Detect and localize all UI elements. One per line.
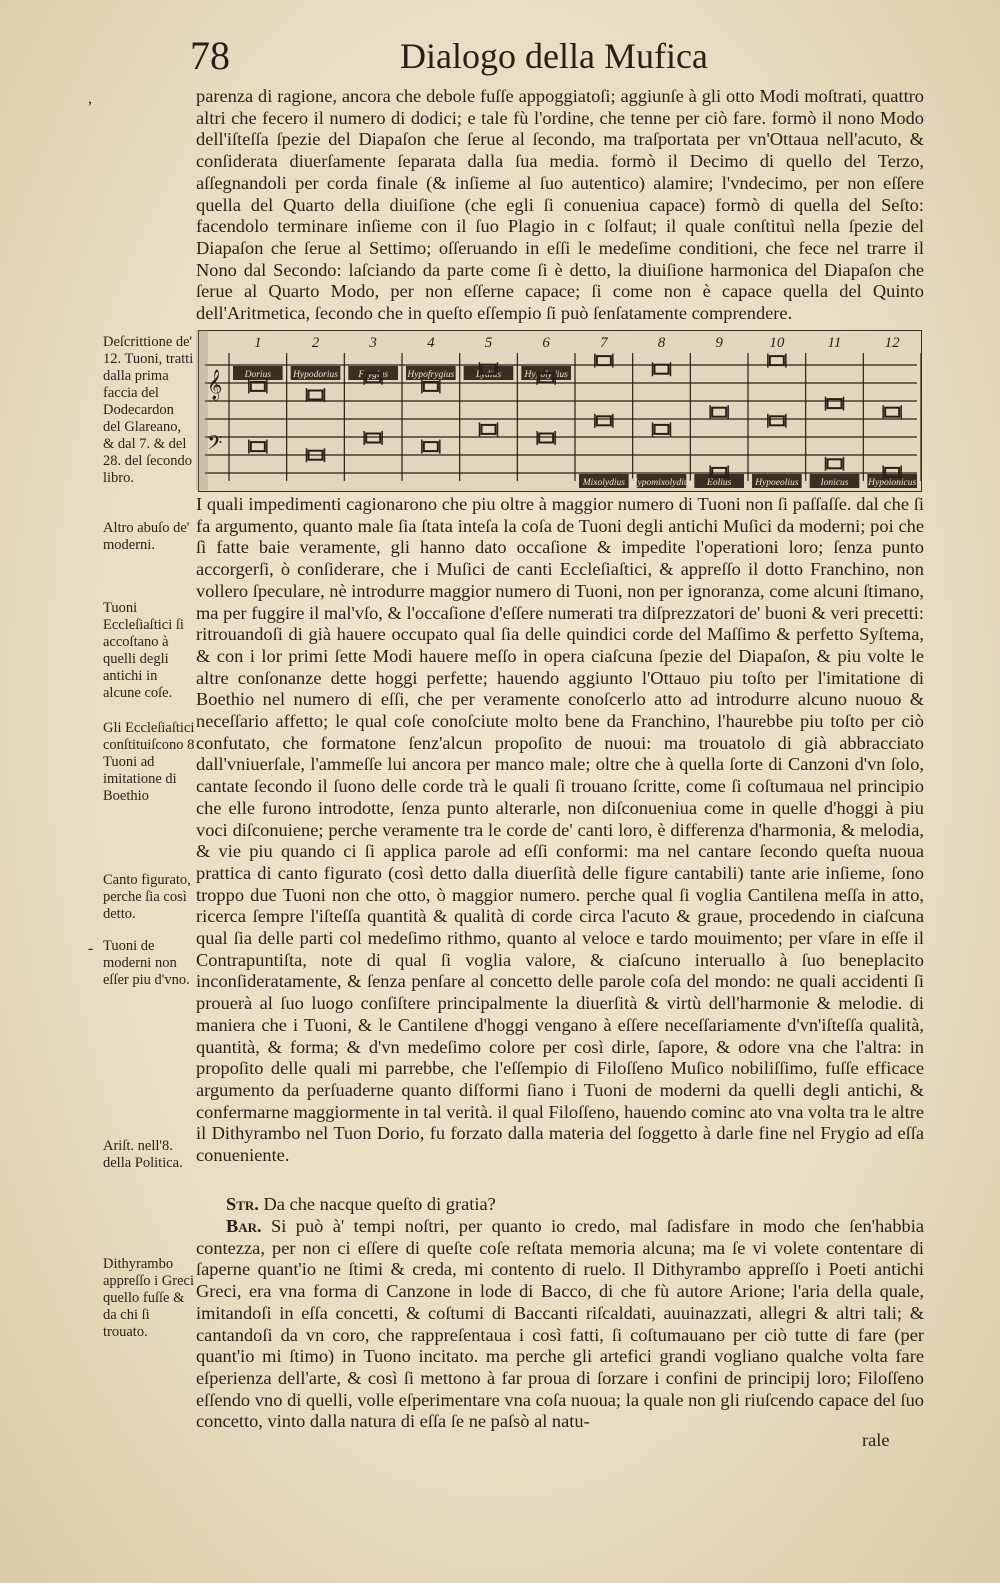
column-number: 8 [657, 335, 666, 351]
margin-note-description: Deſcrittione de' 12. Tuoni, tratti dalla prima faccia del Dodecardon del Glareano, & dal 7. & del 28. del ſecondo libro. [103, 334, 194, 486]
column-number: 1 [254, 335, 262, 351]
mode-label-top: Frygius [358, 370, 388, 380]
mode-label-top: Hypofrygius [407, 370, 455, 380]
breve-note [251, 442, 265, 451]
column-number: 4 [427, 335, 435, 351]
page-number: 78 [190, 33, 230, 78]
margin-note-abuse: Altro abuſo de' moderni. [103, 520, 190, 553]
dialogue-bar-text: Si può à' tempi noſtri, per quanto io credo, mal ſadisfare in modo che ſen'habbia contezza, per non ci eſſere di queſte coſe reſtata memoria alcuna; ma ſe vi volete contentare di ſaperne quant'io ne ſtimi & creda, mi contento di ruelo. Il Dithyrambo appreſſo i Poeti antichi Greci, era vna forma di Canzone in lode di Bacco, di che fù autore Arione; l'aria della quale, imitandoſi in eſſa concetti, & coſtumi di Baccanti riſcaldati, auuinazzati, allegri & altri tali; & cantandoſi da vn coro, che rappreſentaua i così fatti, ſi coſtumauano per ciò tutte di fare (per quant'io mi ſtimo) in Tuono incitato. ma perche gli artefici grandi vogliano qualche volta fare eſperienza dell'arte, & così ſi mettono à far proua di ſorzare i confini de principij loro; Filoſſeno eſſendo vno di quelli, volle eſperimentare vna coſa nuoua; la quale non gli riuſcendo capace del ſuo concetto, vinto dalla natura di eſſa ſe ne paſsò al natu- [196, 1216, 924, 1432]
breve-note [597, 416, 611, 425]
music-staff-drawing [199, 331, 921, 491]
column-number: 9 [715, 335, 723, 351]
margin-mark: , [88, 90, 92, 107]
paragraph-intro: parenza di ragione, ancora che debole fuſſe appoggiatoſi; aggiunſe à gli otto Modi moſtrati, quattro altri che fecero il numero di dodici; e tale fù l'ordine, che tenne per ciò fare. formò il nono Modo dell'iſteſſa ſpezie del Diapaſon che ſerue al ſecondo, ma traſportata per vn'Ottaua nell'acuto, & conſiderata diuerſamente ſeparata dalla ſua media. formò il Decimo di quello del Terzo, aſſegnandoli per corda finale (& inſieme al ſuo autentico) alamire; l'vndecimo, per non eſſere quella del Quarto della diuiſione (che egli ſi conueniua capace) formò di quella del Seſto: facendolo terminare inſieme con il ſuo Plagio in c ſolfaut; il quale conſtituì nella ſpezie del Diapaſon che ſerue al Settimo; oſſeruando in eſſi le medeſime conditioni, che fece nel trarre il Nono dal Secondo: laſciando da parte come ſi è detto, la diuiſione harmonica del Diapaſon che ſerue al Quarto Modo, per non eſſerne capace; ſi come non è capace quella del Quinto dell'Aritmetica, ſecondo che in queſto eſſempio ſi può ſenſatamente comprendere. [196, 86, 924, 324]
mode-label-top: Lydius [475, 370, 502, 380]
page-header [190, 28, 750, 84]
column-number: 6 [542, 335, 550, 351]
margin-note-modern-tones: Tuoni de moderni non eſſer piu d'vno. [103, 938, 190, 988]
column-number: 2 [311, 335, 320, 351]
treble-clef-icon: 𝄞 [207, 370, 223, 400]
paragraph-main: I quali impedimenti cagionarono che piu oltre à maggior numero di Tuoni non ſi paſſaſſe. dal che ſi fa argumento, quanto male ſia ſtata inteſa la coſa de Tuoni degli antichi Muſici da moderni; poi che ſì fatte baie veramente, gli hanno dato occaſione & impedite l'operationi loro; ſenza punto accorgerſi, ò conſiderare, che i Muſici de canti Eccleſiaſtici, & appreſſo il dotto Franchino, non vollero ſpeculare, nè introdurre maggior numero di Tuoni, non per ignoranza, come alcuni ſtimano, ma per fuggire il mal'vſo, & l'occaſione d'eſſere numerati tra diſprezzatori de' buoni & veri precetti: ritrouandoſi di già hauere occupato qual ſia delle quindici corde del Maſſimo & perfetto Syſtema, & con i lor primi ſette Modi hauere meſſo in opera ciaſcuna ſpezie del Diapaſon, & piu volte le altre conſonanze dette hoggi perfette; hauendo aggiunto l'Ottauo piu toſto per l'imitatione di Boethio nel numero di eſſi, che per veramente conoſcerlo atto ad introdurre alcuno nuouo & neceſſario affetto; le qual coſe conoſciute molto bene da Franchino, l'haurebbe piu toſto per ciò confutato, che formatone ſenz'alcun propoſito de nuoui: ma trouatolo di già abbracciato dall'vniuerſale, l'ammeſſe lui ancora per manco male; oltre che à quella ſorte di Canzoni d'vn ſolo, cantate ſecondo il ſuono delle corde trà le quali ſi trouano ſcritte, come ſi coſtumaua nel principio che elle furono introdotte, ſenza punto alterarle, non diſconueniua come in quelle d'hoggi à piu voci diſconuiene; perche veramente tra le corde de' canti loro, è differenza d'harmonia, & melodia, & vie piu quando ci ſi applica parole ad eſſi conformi: ma nel cantare ſecondo queſta nuoua prattica di canto figurato (così detto dalla diuerſità delle figure cantabili) tante arie inſieme, ſono troppo due Tuoni non che otto, ò maggior numero. perche qual ſi voglia Cantilena meſſa in atto, ricerca ſempre l'iſteſſa quantità & qualità di corde circa l'acuto & graue, procedendo in ciaſcuna qual ſia delle parti col medeſimo rithmo, quanto al veloce e tardo mouimento; per vſare in eſſe il Contrapuntiſta, note di qual ſi voglia valore, & ciaſcuno interuallo à ſuo beneplacito inconſideratamente, & ſenza penſare al concetto delle parole coſa del mondo: ne quali accidenti ſi prouerà al ſuo luogo conſiſtere principalmente la diuerſità & virtù dell'harmonie & melodie. di maniera che i Tuoni, & le Cantilene d'hoggi vengano à eſſere neceſſariamente d'vn'iſteſſa qualità, quantità, & forma; & d'vn medeſimo colore per così dirle, ſapore, & odore vna che l'altra: in propoſito delle quali mi parrebbe, che l'eſſempio di Filoſſeno Muſico nobiliſſimo, fuſſe efficace argumento da perſuaderne quanto diſformi ſiano i Tuoni de moderni da quelli degli antichi, & confermarne maggiormente in tal verità. il qual Filoſſeno, hauendo cominc ato vna volta tra le altre il Dithyrambo nel Tuon Dorio, fu forzato dalla materia del ſoggetto à darle fine nel Frygio ad eſſa conueniente. [196, 494, 924, 1166]
mode-label-top: Dorius [244, 370, 272, 380]
margin-note-aristotle: Ariſt. nell'8. della Politica. [103, 1138, 183, 1171]
speaker-str: Str. [226, 1194, 259, 1214]
mode-label-bottom: Mixolydius [582, 478, 625, 488]
breve-note [424, 442, 438, 451]
column-number: 11 [827, 335, 842, 351]
mode-label-bottom: Hypoeolius [755, 478, 799, 488]
breve-note [828, 459, 842, 468]
catchword: rale [862, 1430, 890, 1450]
breve-note [885, 408, 899, 417]
breve-note [539, 434, 553, 443]
mode-label-bottom: Hypomixolydius [630, 478, 693, 488]
mode-label-bottom: Hypoionicus [868, 478, 917, 488]
dialogue-str [196, 1194, 924, 1216]
column-number: 10 [769, 335, 785, 351]
breve-note [770, 416, 784, 425]
margin-note-dithyramb: Dithyrambo appreſſo i Greci quello fuſſe & da chi ſi trouato. [103, 1256, 194, 1340]
music-staff-figure [198, 330, 922, 492]
column-number: 12 [884, 335, 900, 351]
column-number: 3 [369, 335, 377, 351]
breve-note [309, 391, 323, 400]
breve-note [712, 408, 726, 417]
running-title: Dialogo della Mufica [400, 36, 708, 76]
mode-label-bottom: Ionicus [820, 478, 849, 488]
breve-note [655, 365, 669, 374]
breve-note [770, 356, 784, 365]
dialogue-str-text: Da che nacque queſto di gratia? [263, 1194, 496, 1214]
bass-clef-icon: 𝄢 [207, 431, 223, 459]
mode-label-bottom: Eolius [707, 478, 732, 488]
speaker-bar: Bar. [226, 1216, 262, 1236]
breve-note [366, 434, 380, 443]
breve-note [655, 425, 669, 434]
margin-mark: - [88, 940, 94, 957]
mode-label-top: Hypodorius [293, 370, 338, 380]
margin-note-canto-figurato: Canto figurato, perche ſia così detto. [103, 872, 191, 922]
breve-note [597, 356, 611, 365]
mode-label-top: Hypolydius [524, 370, 568, 380]
dialogue-bar [196, 1216, 924, 1433]
margin-note-eight-tones: Gli Eccleſiaſtici conſtituiſcono 8 Tuoni ad imitatione di Boethio [103, 720, 195, 804]
breve-note [482, 425, 496, 434]
column-number: 7 [600, 335, 608, 351]
margin-note-ecclesiastical-tones: Tuoni Eccleſiaſtici ſi accoſtano à quelli degli antichi in alcune coſe. [103, 600, 184, 701]
column-number: 5 [484, 335, 493, 351]
